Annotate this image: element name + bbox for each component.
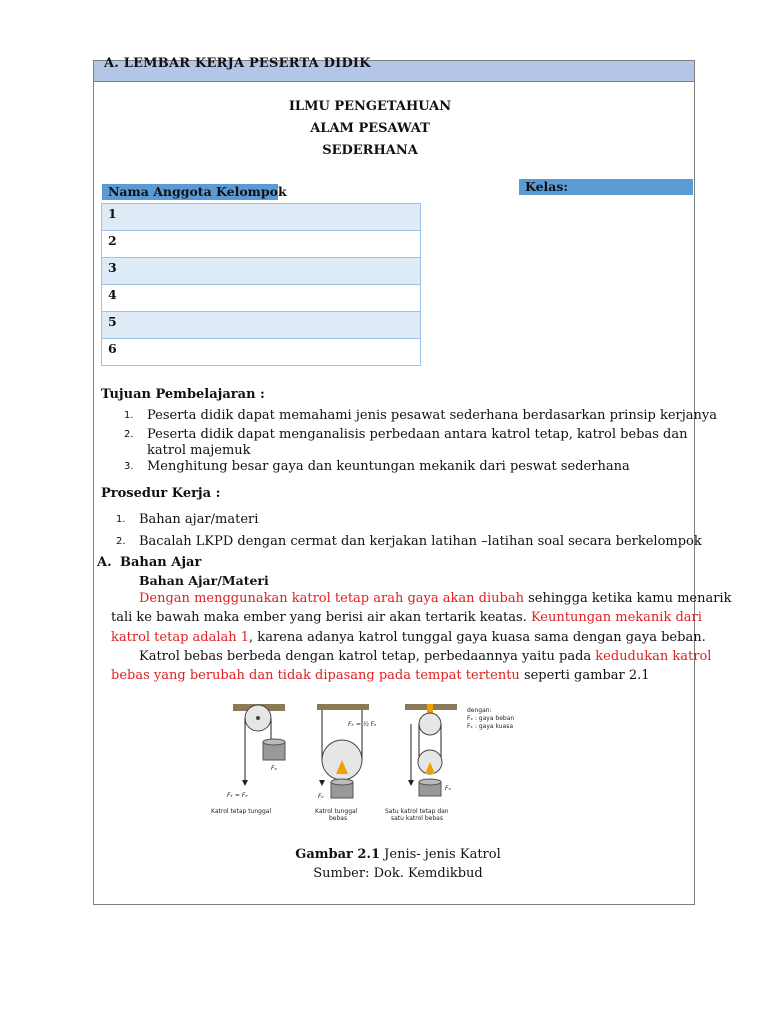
figure-source: Sumber: Dok. Kemdikbud <box>313 866 483 881</box>
procedure-heading: Prosedur Kerja : <box>101 486 221 501</box>
pulley-diagram <box>205 694 545 822</box>
body-text: Katrol bebas berbeda dengan katrol tetap, perbedaannya yaitu pada <box>139 649 596 664</box>
table-row <box>102 312 421 339</box>
member-cell-1[interactable]: 1 <box>102 204 421 231</box>
title-line-2: ALAM PESAWAT <box>310 121 430 136</box>
procedure-2: Bacalah LKPD dengan cermat dan kerjakan latihan –latihan soal secara berkelompok <box>139 534 702 549</box>
body-text: seperti gambar 2.1 <box>519 668 650 683</box>
body-text: tali ke bawah maka ember yang berisi air akan tertarik keatas. <box>111 610 531 625</box>
list-item-number: 2. <box>124 429 134 440</box>
highlight-text: Dengan menggunakan katrol tetap arah gaya akan diubah <box>139 591 524 606</box>
table-row <box>102 339 421 366</box>
highlight-text: katrol tetap adalah 1 <box>111 630 250 645</box>
legend-title: dengan: <box>467 707 492 714</box>
group-members-table <box>101 203 421 366</box>
paragraph-2-line-2 <box>111 666 650 686</box>
list-item-number: 3. <box>124 461 134 472</box>
highlight-text: bebas yang berubah dan tidak dipasang pada tempat tertentu <box>111 668 520 683</box>
objective-2-cont: katrol majemuk <box>147 443 251 458</box>
procedure-1: Bahan ajar/materi <box>139 512 259 527</box>
fixed-equation: Fₖ = Fₑ <box>227 792 248 799</box>
free-pulley-icon <box>317 704 369 798</box>
material-subheading: Bahan Ajar/Materi <box>139 573 269 588</box>
highlight-text: kedudukan katrol <box>595 649 712 664</box>
legend-effort: Fₖ : gaya kuasa <box>467 723 514 730</box>
combined-pulley-icon <box>405 704 457 796</box>
free-equation: Fₖ = ½ Fₑ <box>348 721 377 728</box>
table-row <box>102 231 421 258</box>
list-item-number: 2. <box>116 536 126 547</box>
body-text: , karena adanya katrol tunggal gaya kuasa sama dengan gaya beban. <box>249 630 706 645</box>
objective-2: Peserta didik dapat menganalisis perbedaan antara katrol tetap, katrol bebas dan <box>147 427 688 442</box>
combined-load-label: Fₑ <box>445 785 451 792</box>
group-header: Nama Anggota Kelompok <box>108 184 287 199</box>
free-pulley-label-2: bebas <box>329 815 348 822</box>
paragraph-2-line-1 <box>139 647 711 667</box>
legend-load: Fₑ : gaya beban <box>467 715 515 722</box>
member-cell-3[interactable]: 3 <box>102 258 421 285</box>
combined-pulley-label-2: satu katrol bebas <box>391 815 443 822</box>
material-heading-number: A. <box>97 555 112 570</box>
paragraph-1-line-3 <box>111 628 706 648</box>
member-cell-2[interactable]: 2 <box>102 231 421 258</box>
paragraph-1-line-2 <box>111 608 702 628</box>
list-item-number: 1. <box>116 514 126 525</box>
free-effort-label: Fₖ <box>318 793 325 800</box>
paragraph-1-line-1 <box>139 589 731 609</box>
objective-1: Peserta didik dapat memahami jenis pesawat sederhana berdasarkan prinsip kerjanya <box>147 408 718 423</box>
title-line-3: SEDERHANA <box>322 143 418 158</box>
list-item-number: 1. <box>124 410 134 421</box>
fixed-pulley-icon <box>233 704 285 786</box>
table-row <box>102 285 421 312</box>
highlight-text: Keuntungan mekanik dari <box>530 610 702 625</box>
table-row <box>102 258 421 285</box>
body-text: sehingga ketika kamu menarik <box>523 591 732 606</box>
title-line-1: ILMU PENGETAHUAN <box>288 99 452 114</box>
figure-caption <box>200 847 596 862</box>
member-cell-4[interactable]: 4 <box>102 285 421 312</box>
fixed-pulley-label: Katrol tetap tunggal <box>211 808 272 815</box>
material-heading: Bahan Ajar <box>120 555 202 570</box>
objective-3: Menghitung besar gaya dan keuntungan mekanik dari peswat sederhana <box>147 459 630 474</box>
fixed-load-label: Fₑ <box>271 765 277 772</box>
objectives-heading: Tujuan Pembelajaran : <box>101 387 265 402</box>
member-cell-5[interactable]: 5 <box>102 312 421 339</box>
class-label: Kelas: <box>525 179 569 194</box>
free-pulley-label: Katrol tunggal <box>315 808 358 815</box>
table-row <box>102 204 421 231</box>
caption-text: Jenis- jenis Katrol <box>380 847 501 862</box>
caption-label: Gambar 2.1 <box>295 847 381 862</box>
section-header: A. LEMBAR KERJA PESERTA DIDIK <box>104 56 371 71</box>
combined-pulley-label: Satu katrol tetap dan <box>385 808 449 815</box>
member-cell-6[interactable]: 6 <box>102 339 421 366</box>
